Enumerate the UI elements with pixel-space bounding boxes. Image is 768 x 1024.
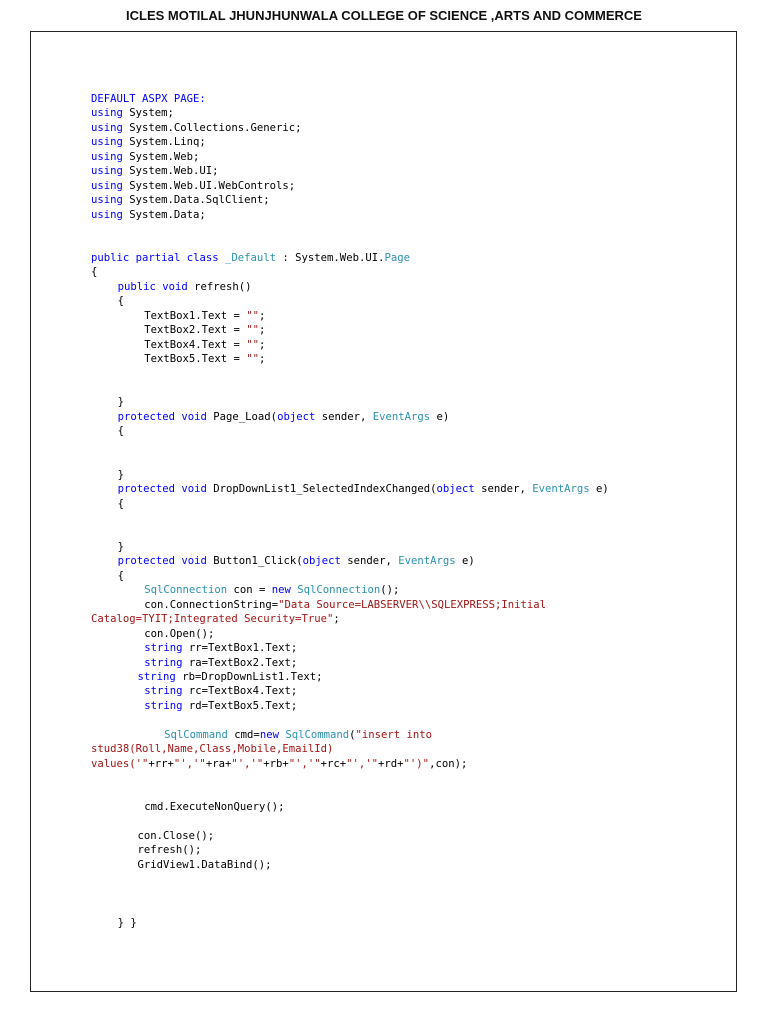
code-token: { <box>117 497 124 510</box>
code-token: System.Linq; <box>122 136 206 149</box>
code-token: TextBox4.Text = <box>144 338 247 351</box>
code-token: : System.Web.UI. <box>276 251 385 264</box>
code-token: SqlCommand <box>285 728 350 741</box>
code-token: "" <box>246 338 260 351</box>
code-token: { <box>117 295 124 308</box>
code-token: void <box>181 483 207 496</box>
code-token: SqlCommand <box>164 728 228 741</box>
code-line <box>91 106 174 120</box>
code-token: sender, <box>315 410 373 423</box>
code-token: "Data Source=LABSERVER\\SQLEXPRESS;Initial <box>278 598 546 611</box>
code-token: con.ConnectionString= <box>144 598 279 611</box>
code-token: e) <box>455 555 475 568</box>
code-token: SqlConnection <box>144 584 228 597</box>
code-token: using <box>91 121 123 134</box>
code-token: { <box>91 266 98 279</box>
code-token: "','" <box>173 757 206 770</box>
code-line <box>91 612 340 626</box>
code-line <box>144 598 546 612</box>
code-token: (); <box>380 584 400 597</box>
code-line <box>144 583 399 597</box>
code-token: System.Web.UI; <box>122 165 219 178</box>
code-token: rd=TextBox5.Text; <box>182 699 298 712</box>
code-token: protected <box>117 483 175 496</box>
code-token: SqlConnection <box>297 584 381 597</box>
code-line <box>164 728 432 742</box>
code-token: void <box>162 280 188 293</box>
code-token: ; <box>259 338 266 351</box>
code-token: System.Web; <box>122 150 200 163</box>
code-token: protected <box>117 410 175 423</box>
code-token: rr=TextBox1.Text; <box>182 642 298 655</box>
code-token: stud38(Roll,Name,Class,Mobile,EmailId) <box>91 743 334 756</box>
code-line <box>91 193 270 207</box>
code-token: { <box>117 569 124 582</box>
code-token: protected <box>117 555 175 568</box>
code-token: TextBox2.Text = <box>144 324 247 337</box>
code-line <box>91 251 410 265</box>
code-line <box>118 280 252 294</box>
code-token: ; <box>259 309 266 322</box>
code-line <box>138 829 215 843</box>
code-token: +rc+ <box>320 757 347 770</box>
code-token: using <box>91 150 123 163</box>
code-line <box>91 179 295 193</box>
code-line <box>118 497 124 511</box>
code-token: TextBox5.Text = <box>144 353 247 366</box>
code-token: { <box>117 425 124 438</box>
code-token: string <box>137 671 176 683</box>
code-token: cmd= <box>227 728 260 741</box>
code-line <box>144 684 297 698</box>
code-token: _Default <box>225 251 277 264</box>
code-token: object <box>302 555 341 568</box>
code-token: using <box>91 136 123 149</box>
code-token: sender, <box>474 483 533 496</box>
code-line <box>91 208 206 222</box>
code-line <box>144 699 297 713</box>
code-line <box>144 627 214 641</box>
code-token: class <box>186 251 219 264</box>
code-line <box>144 641 297 655</box>
code-line <box>118 410 450 424</box>
code-token: public <box>91 251 130 264</box>
code-token: ; <box>259 353 266 366</box>
code-line <box>91 742 333 756</box>
code-line <box>91 121 301 135</box>
code-line <box>144 309 265 323</box>
code-token: new <box>271 584 291 597</box>
code-token: "" <box>246 309 260 322</box>
code-token: System.Data.SqlClient; <box>122 194 270 207</box>
code-token: EventArgs <box>398 555 456 568</box>
code-token: string <box>144 656 183 669</box>
code-token: } } <box>117 916 137 929</box>
code-token: EventArgs <box>372 410 431 423</box>
code-token: +ra+ <box>205 757 232 770</box>
code-token: Page_Load( <box>206 410 278 423</box>
code-token: using <box>91 179 123 192</box>
code-token: sender, <box>340 555 399 568</box>
code-line <box>91 92 206 106</box>
code-token: } <box>117 540 124 553</box>
code-token: +rd+ <box>378 757 404 770</box>
code-line <box>118 424 124 438</box>
code-token: public <box>117 280 156 293</box>
code-token: ; <box>333 613 340 626</box>
code-token: ; <box>259 324 266 337</box>
code-token: Button1_Click( <box>206 555 303 568</box>
code-token: System.Collections.Generic; <box>122 121 302 134</box>
code-token: string <box>144 699 183 712</box>
code-line <box>91 757 467 771</box>
code-line <box>91 164 219 178</box>
code-line <box>118 395 124 409</box>
code-line <box>118 540 124 554</box>
code-token: con = <box>227 584 272 597</box>
code-line <box>138 843 202 857</box>
code-token: ,con); <box>429 757 468 770</box>
code-token: object <box>277 410 316 423</box>
code-token: rb=DropDownList1.Text; <box>175 671 323 683</box>
code-token: using <box>91 107 123 120</box>
code-token: "','" <box>231 757 264 770</box>
code-token: } <box>117 396 124 409</box>
code-token: System.Data; <box>122 208 206 221</box>
code-token: void <box>181 410 207 423</box>
code-line <box>138 858 272 872</box>
code-token: string <box>144 685 183 698</box>
code-line <box>118 916 137 930</box>
code-token: "')" <box>403 757 430 770</box>
code-token: EventArgs <box>532 483 590 496</box>
code-line <box>144 656 297 670</box>
code-token: e) <box>589 483 609 496</box>
code-token: GridView1.DataBind(); <box>137 858 272 871</box>
code-token: "','" <box>288 757 321 770</box>
code-token: DropDownList1_SelectedIndexChanged( <box>206 483 437 496</box>
code-token: using <box>91 208 123 221</box>
code-token: "','" <box>346 757 379 770</box>
code-token: using <box>91 194 123 207</box>
code-line <box>144 352 265 366</box>
code-line <box>118 294 124 308</box>
code-token: refresh() <box>187 280 252 293</box>
code-line <box>118 468 124 482</box>
code-token: new <box>259 728 279 741</box>
code-line <box>118 569 124 583</box>
code-token: } <box>117 468 124 481</box>
code-token: TextBox1.Text = <box>144 309 247 322</box>
code-token: void <box>181 555 207 568</box>
code-token: string <box>144 642 183 655</box>
code-token: +rr+ <box>148 757 174 770</box>
code-token: cmd.ExecuteNonQuery(); <box>144 801 285 814</box>
code-token: ( <box>349 728 356 741</box>
code-line <box>144 323 265 337</box>
code-token: "" <box>246 353 260 366</box>
code-token: Catalog=TYIT;Integrated Security=True" <box>91 613 334 626</box>
code-token: con.Close(); <box>137 829 215 842</box>
code-token: System.Web.UI.WebControls; <box>122 179 296 192</box>
code-token: "insert into <box>355 728 433 741</box>
page-header: ICLES MOTILAL JHUNJHUNWALA COLLEGE OF SCIENCE ,ARTS AND COMMERCE <box>126 8 642 23</box>
code-line <box>91 265 97 279</box>
code-token: values('" <box>91 757 149 770</box>
code-token: "" <box>246 324 260 337</box>
code-line <box>91 150 199 164</box>
code-line <box>118 482 609 496</box>
code-token: con.Open(); <box>144 627 215 640</box>
code-token: ra=TextBox2.Text; <box>182 656 298 669</box>
code-line <box>118 554 475 568</box>
code-token: refresh(); <box>137 844 202 857</box>
code-token: rc=TextBox4.Text; <box>182 685 298 698</box>
code-line <box>138 670 323 684</box>
code-line <box>144 338 265 352</box>
code-token: e) <box>430 410 450 423</box>
code-token: using <box>91 165 123 178</box>
code-token: Page <box>384 251 410 264</box>
code-token: object <box>436 483 475 496</box>
code-token: partial <box>135 251 181 264</box>
code-line <box>144 800 284 814</box>
code-token: +rb+ <box>263 757 289 770</box>
code-token: DEFAULT ASPX PAGE: <box>91 93 206 105</box>
code-line <box>91 135 206 149</box>
code-token: System; <box>122 107 174 120</box>
